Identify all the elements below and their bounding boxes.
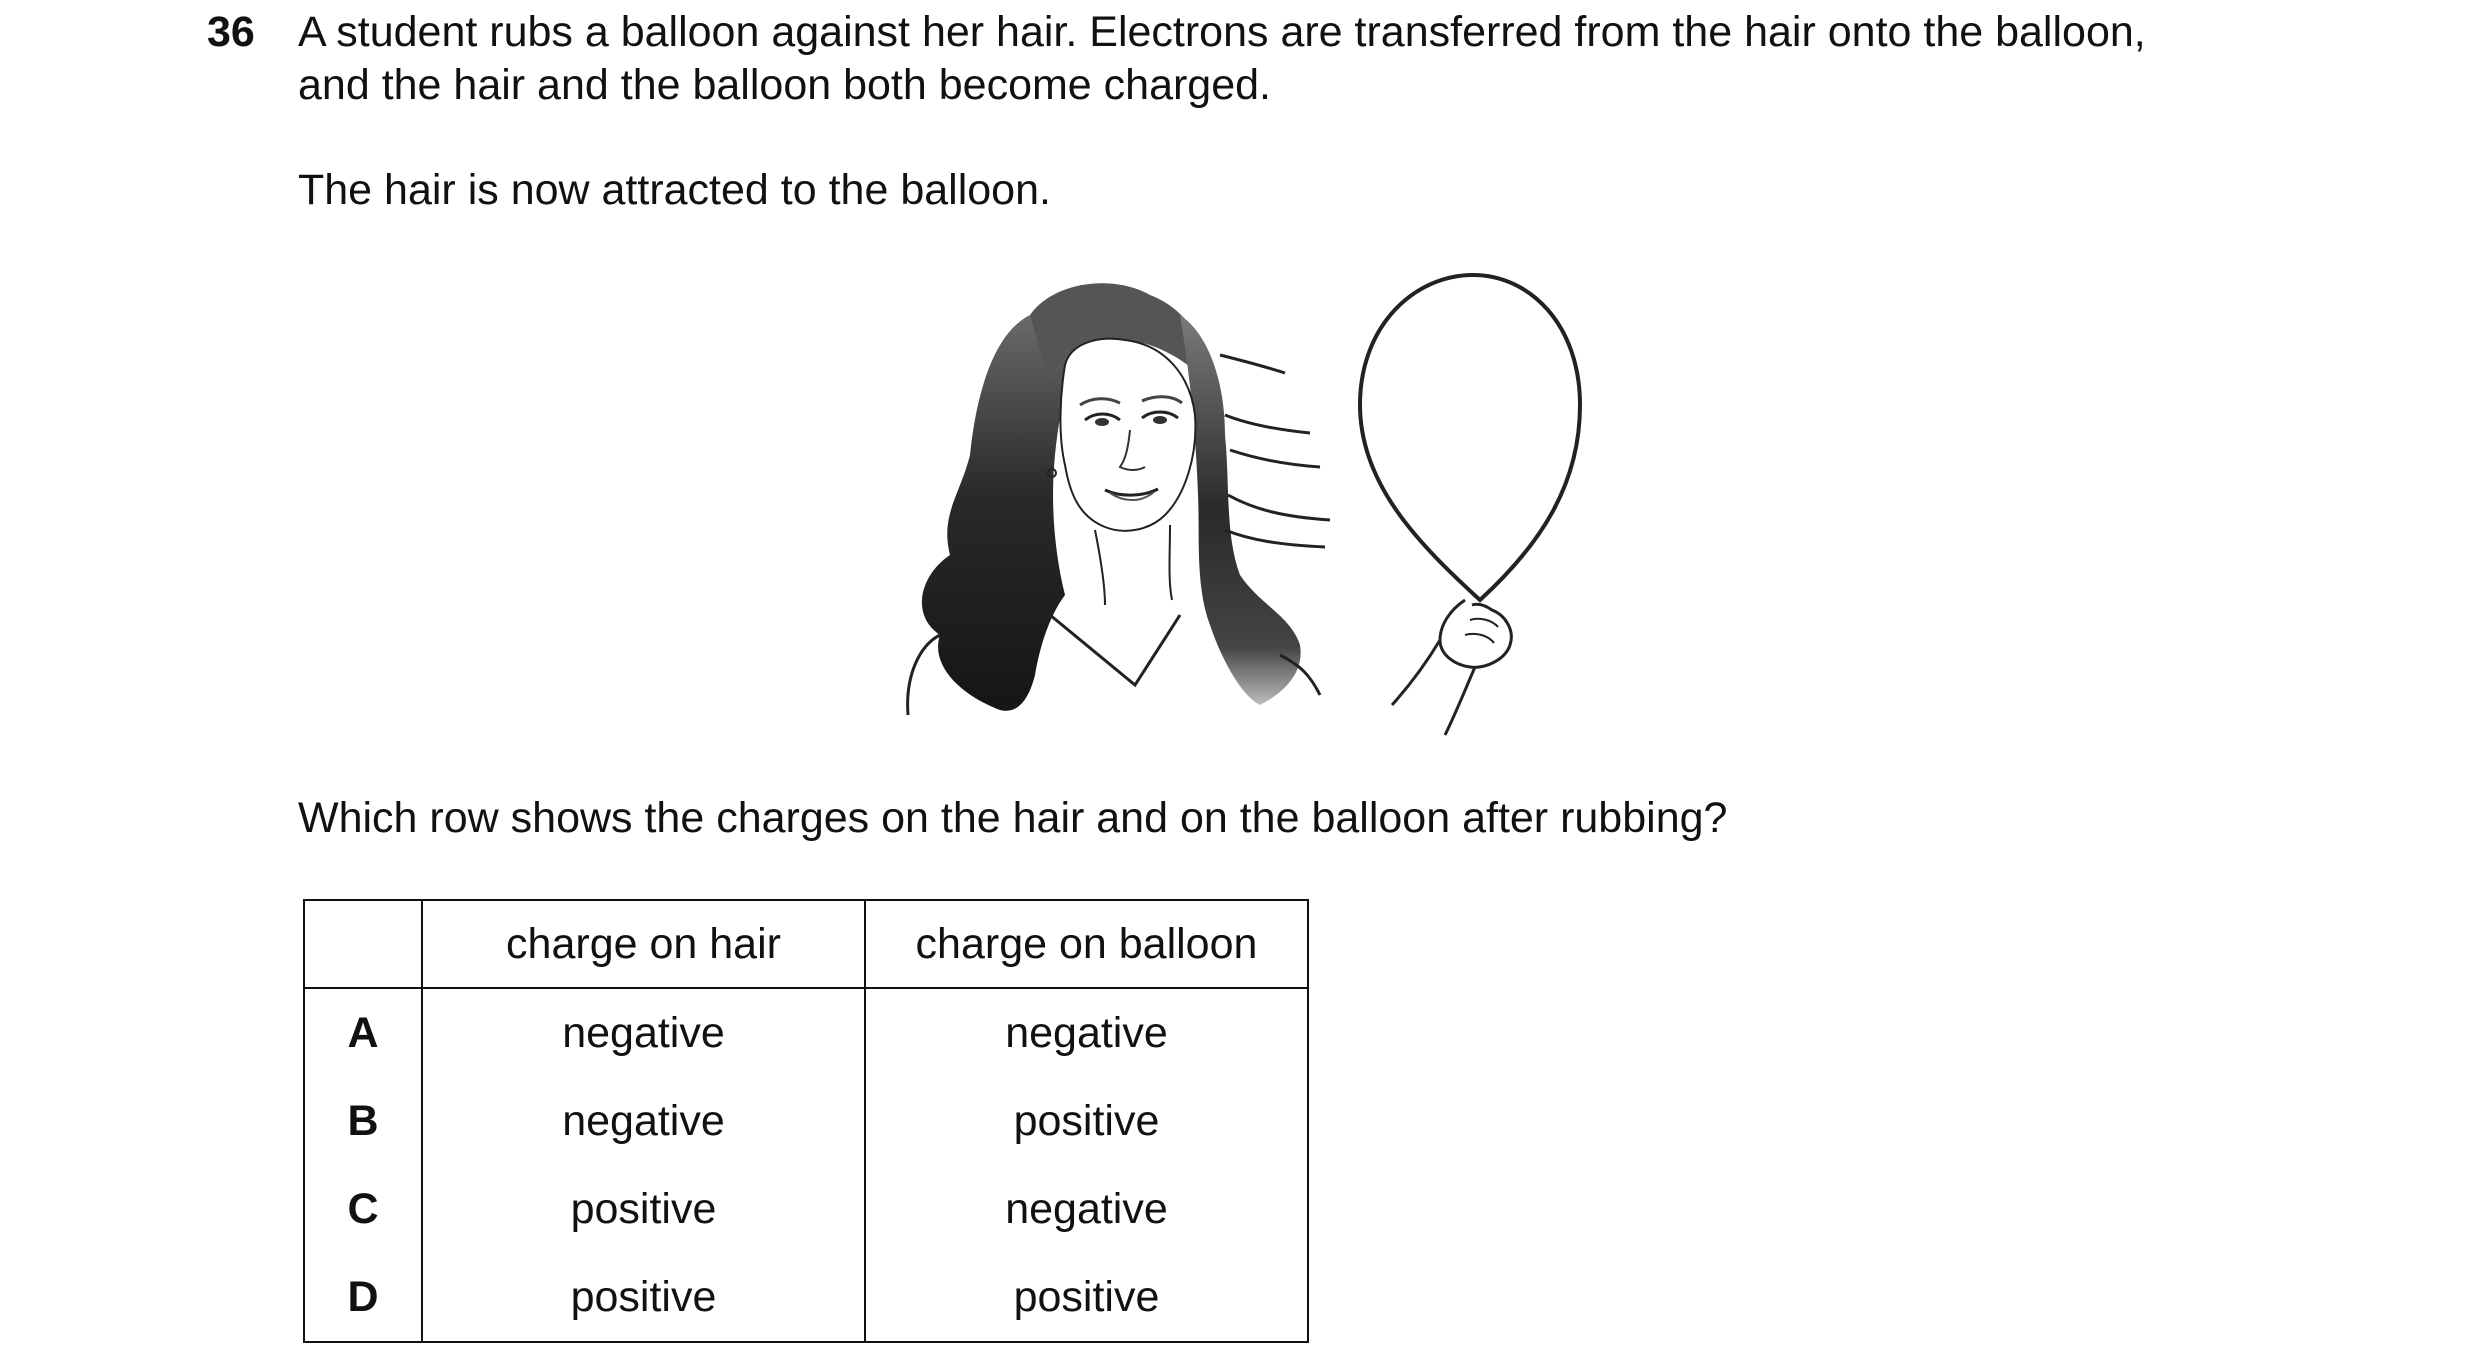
hair-figure (908, 283, 1330, 715)
question-statement: The hair is now attracted to the balloon. (298, 166, 1051, 214)
row-letter: A (304, 988, 422, 1077)
answer-table (303, 899, 1309, 1343)
table-row (304, 1253, 1308, 1342)
row-balloon-charge: negative (865, 1165, 1308, 1253)
stem-line-1: A student rubs a balloon against her hair. Electrons are transferred from the hair onto the balloon, (298, 8, 2146, 56)
row-hair-charge: negative (422, 988, 865, 1077)
question-number: 36 (207, 8, 255, 56)
table-header-row (304, 900, 1308, 988)
hand-figure (1392, 600, 1511, 735)
row-balloon-charge: negative (865, 988, 1308, 1077)
table-row (304, 1165, 1308, 1253)
header-letter (304, 900, 422, 988)
row-balloon-charge: positive (865, 1253, 1308, 1342)
header-charge-on-balloon: charge on balloon (865, 900, 1308, 988)
table-row (304, 988, 1308, 1077)
question-stem (298, 6, 2438, 112)
row-hair-charge: positive (422, 1253, 865, 1342)
table-row (304, 1077, 1308, 1165)
header-charge-on-hair: charge on hair (422, 900, 865, 988)
row-hair-charge: positive (422, 1165, 865, 1253)
row-hair-charge: negative (422, 1077, 865, 1165)
student-balloon-illustration (880, 255, 1640, 755)
row-balloon-charge: positive (865, 1077, 1308, 1165)
row-letter: C (304, 1165, 422, 1253)
row-letter: B (304, 1077, 422, 1165)
stem-line-2: and the hair and the balloon both become charged. (298, 61, 1272, 109)
question-prompt: Which row shows the charges on the hair and on the balloon after rubbing? (298, 794, 1728, 842)
balloon-figure (1360, 275, 1580, 600)
row-letter: D (304, 1253, 422, 1342)
